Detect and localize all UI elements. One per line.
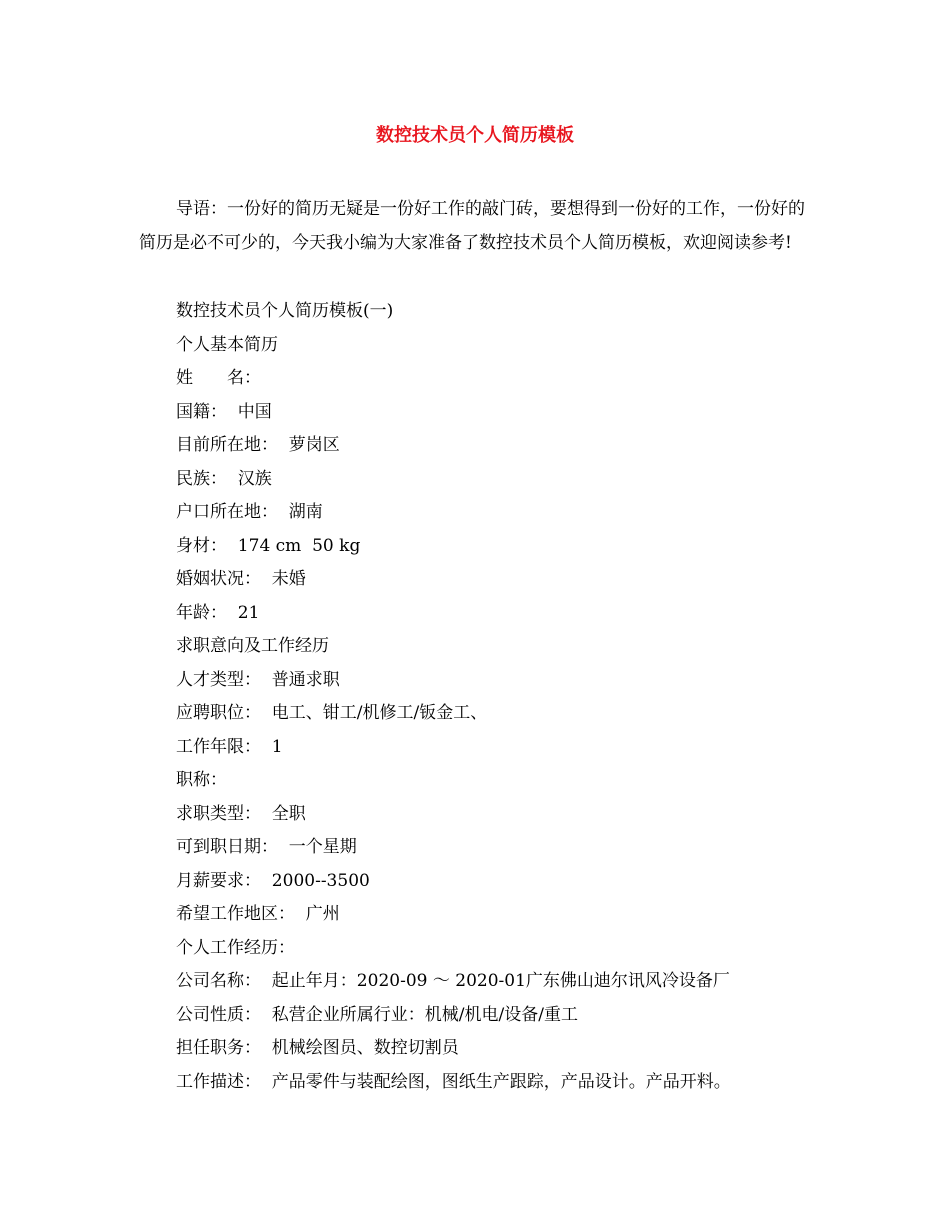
section-heading-basic-info: 个人基本简历: [176, 334, 278, 355]
document-title: 数控技术员个人简历模板: [376, 125, 574, 146]
field-years-of-work: 工作年限： 1: [176, 736, 283, 757]
field-available-date: 可到职日期： 一个星期: [176, 837, 357, 857]
field-name: 姓 名：: [176, 368, 261, 388]
field-job-type: 求职类型： 全职: [176, 803, 306, 824]
field-professional-title: 职称：: [176, 770, 227, 790]
field-talent-type: 人才类型： 普通求职: [176, 669, 340, 690]
field-current-location: 目前所在地： 萝岗区: [176, 435, 340, 455]
field-company-name: 公司名称： 起止年月：2020-09 ～ 2020-01广东佛山迪尔讯风冷设备厂: [176, 971, 730, 991]
field-household-registration: 户口所在地： 湖南: [176, 502, 323, 522]
field-applied-position: 应聘职位： 电工、钳工/机修工/钣金工、: [176, 703, 488, 723]
field-age: 年龄： 21: [176, 602, 260, 623]
field-salary-requirement: 月薪要求： 2000--3500: [176, 870, 370, 891]
resume-lines: [176, 295, 816, 1099]
field-desired-work-area: 希望工作地区： 广州: [176, 904, 340, 924]
section-heading-template: 数控技术员个人简历模板(一): [176, 301, 394, 321]
field-company-nature: 公司性质： 私营企业所属行业：机械/机电/设备/重工: [176, 1004, 578, 1025]
field-height-weight: 身材： 174 cm 50 kg: [176, 535, 361, 556]
field-ethnicity: 民族： 汉族: [176, 468, 272, 489]
field-marital-status: 婚姻状况： 未婚: [176, 569, 306, 589]
field-job-description: 工作描述： 产品零件与装配绘图，图纸生产跟踪，产品设计。产品开料。: [176, 1071, 731, 1092]
field-nationality: 国籍： 中国: [176, 401, 272, 422]
field-position-held: 担任职务： 机械绘图员、数控切割员: [176, 1038, 459, 1058]
section-heading-job-intention: 求职意向及工作经历: [176, 636, 329, 656]
intro-paragraph: 导语：一份好的简历无疑是一份好工作的敲门砖，要想得到一份好的工作，一份好的简历是必不可少的，今天我小编为大家准备了数控技术员个人简历模板，欢迎阅读参考!: [139, 199, 805, 253]
section-heading-work-experience: 个人工作经历：: [176, 937, 295, 958]
